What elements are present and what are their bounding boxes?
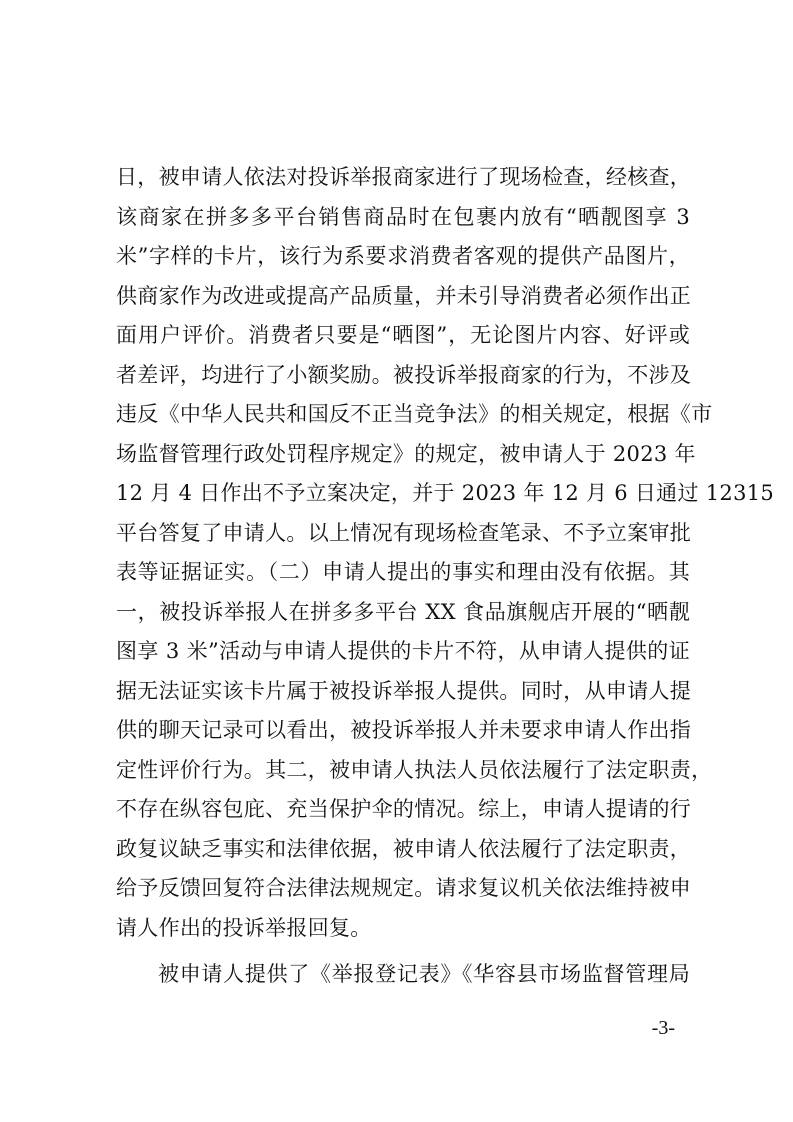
text-line: 该商家在拼多多平台销售商品时在包裹内放有“晒靓图享 3 [116,204,690,229]
text-line: 者差评，均进行了小额奖励。被投诉举报商家的行为，不涉及 [116,362,692,387]
paragraph-2 [116,955,690,995]
text-line: 面用户评价。消费者只要是“晒图”，无论图片内容、好评或 [116,323,690,347]
text-line: 定性评价行为。其二，被申请人执法人员依法履行了法定职责， [116,757,713,782]
text-line: 日，被申请人依法对投诉举报商家进行了现场检查，经核查， [116,165,692,189]
text-line: 供商家作为改进或提高产品质量，并未引导消费者必须作出正 [116,283,692,308]
page-number: -3- [651,1017,675,1039]
text-line: 违反《中华人民共和国反不正当竞争法》的相关规定，根据《市 [116,402,713,426]
text-line: 供的聊天记录可以看出，被投诉举报人并未要求申请人作出指 [116,718,692,742]
text-line: 不存在纵容包庇、充当保护伞的情况。综上，申请人提请的行 [116,797,692,821]
text-line: 请人作出的投诉举报回复。 [116,915,372,940]
text-line: 场监督管理行政处罚程序规定》的规定，被申请人于 2023 年 [116,441,696,466]
text-line: 平台答复了申请人。以上情况有现场检查笔录、不予立案审批 [116,520,692,545]
text-line: 给予反馈回复符合法律法规规定。请求复议机关依法维持被申 [116,876,692,900]
text-line: 米”字样的卡片，该行为系要求消费者客观的提供产品图片， [116,244,690,268]
text-line: 12 月 4 日作出不予立案决定，并于 2023 年 12 月 6 日通过 12315 [116,481,775,505]
text-line: 表等证据证实。（二）申请人提出的事实和理由没有依据。其 [116,560,690,584]
paragraph-1 [116,158,775,948]
text-line: 图享 3 米”活动与申请人提供的卡片不符，从申请人提供的证 [116,639,690,663]
text-line: 据无法证实该卡片属于被投诉举报人提供。同时，从申请人提 [116,678,692,703]
text-line: 被申请人提供了《举报登记表》《华容县市场监督管理局 [158,962,690,986]
text-line: 政复议缺乏事实和法律依据，被申请人依法履行了法定职责， [116,836,692,861]
text-line: 一，被投诉举报人在拼多多平台 XX 食品旗舰店开展的“晒靓 [116,599,690,624]
